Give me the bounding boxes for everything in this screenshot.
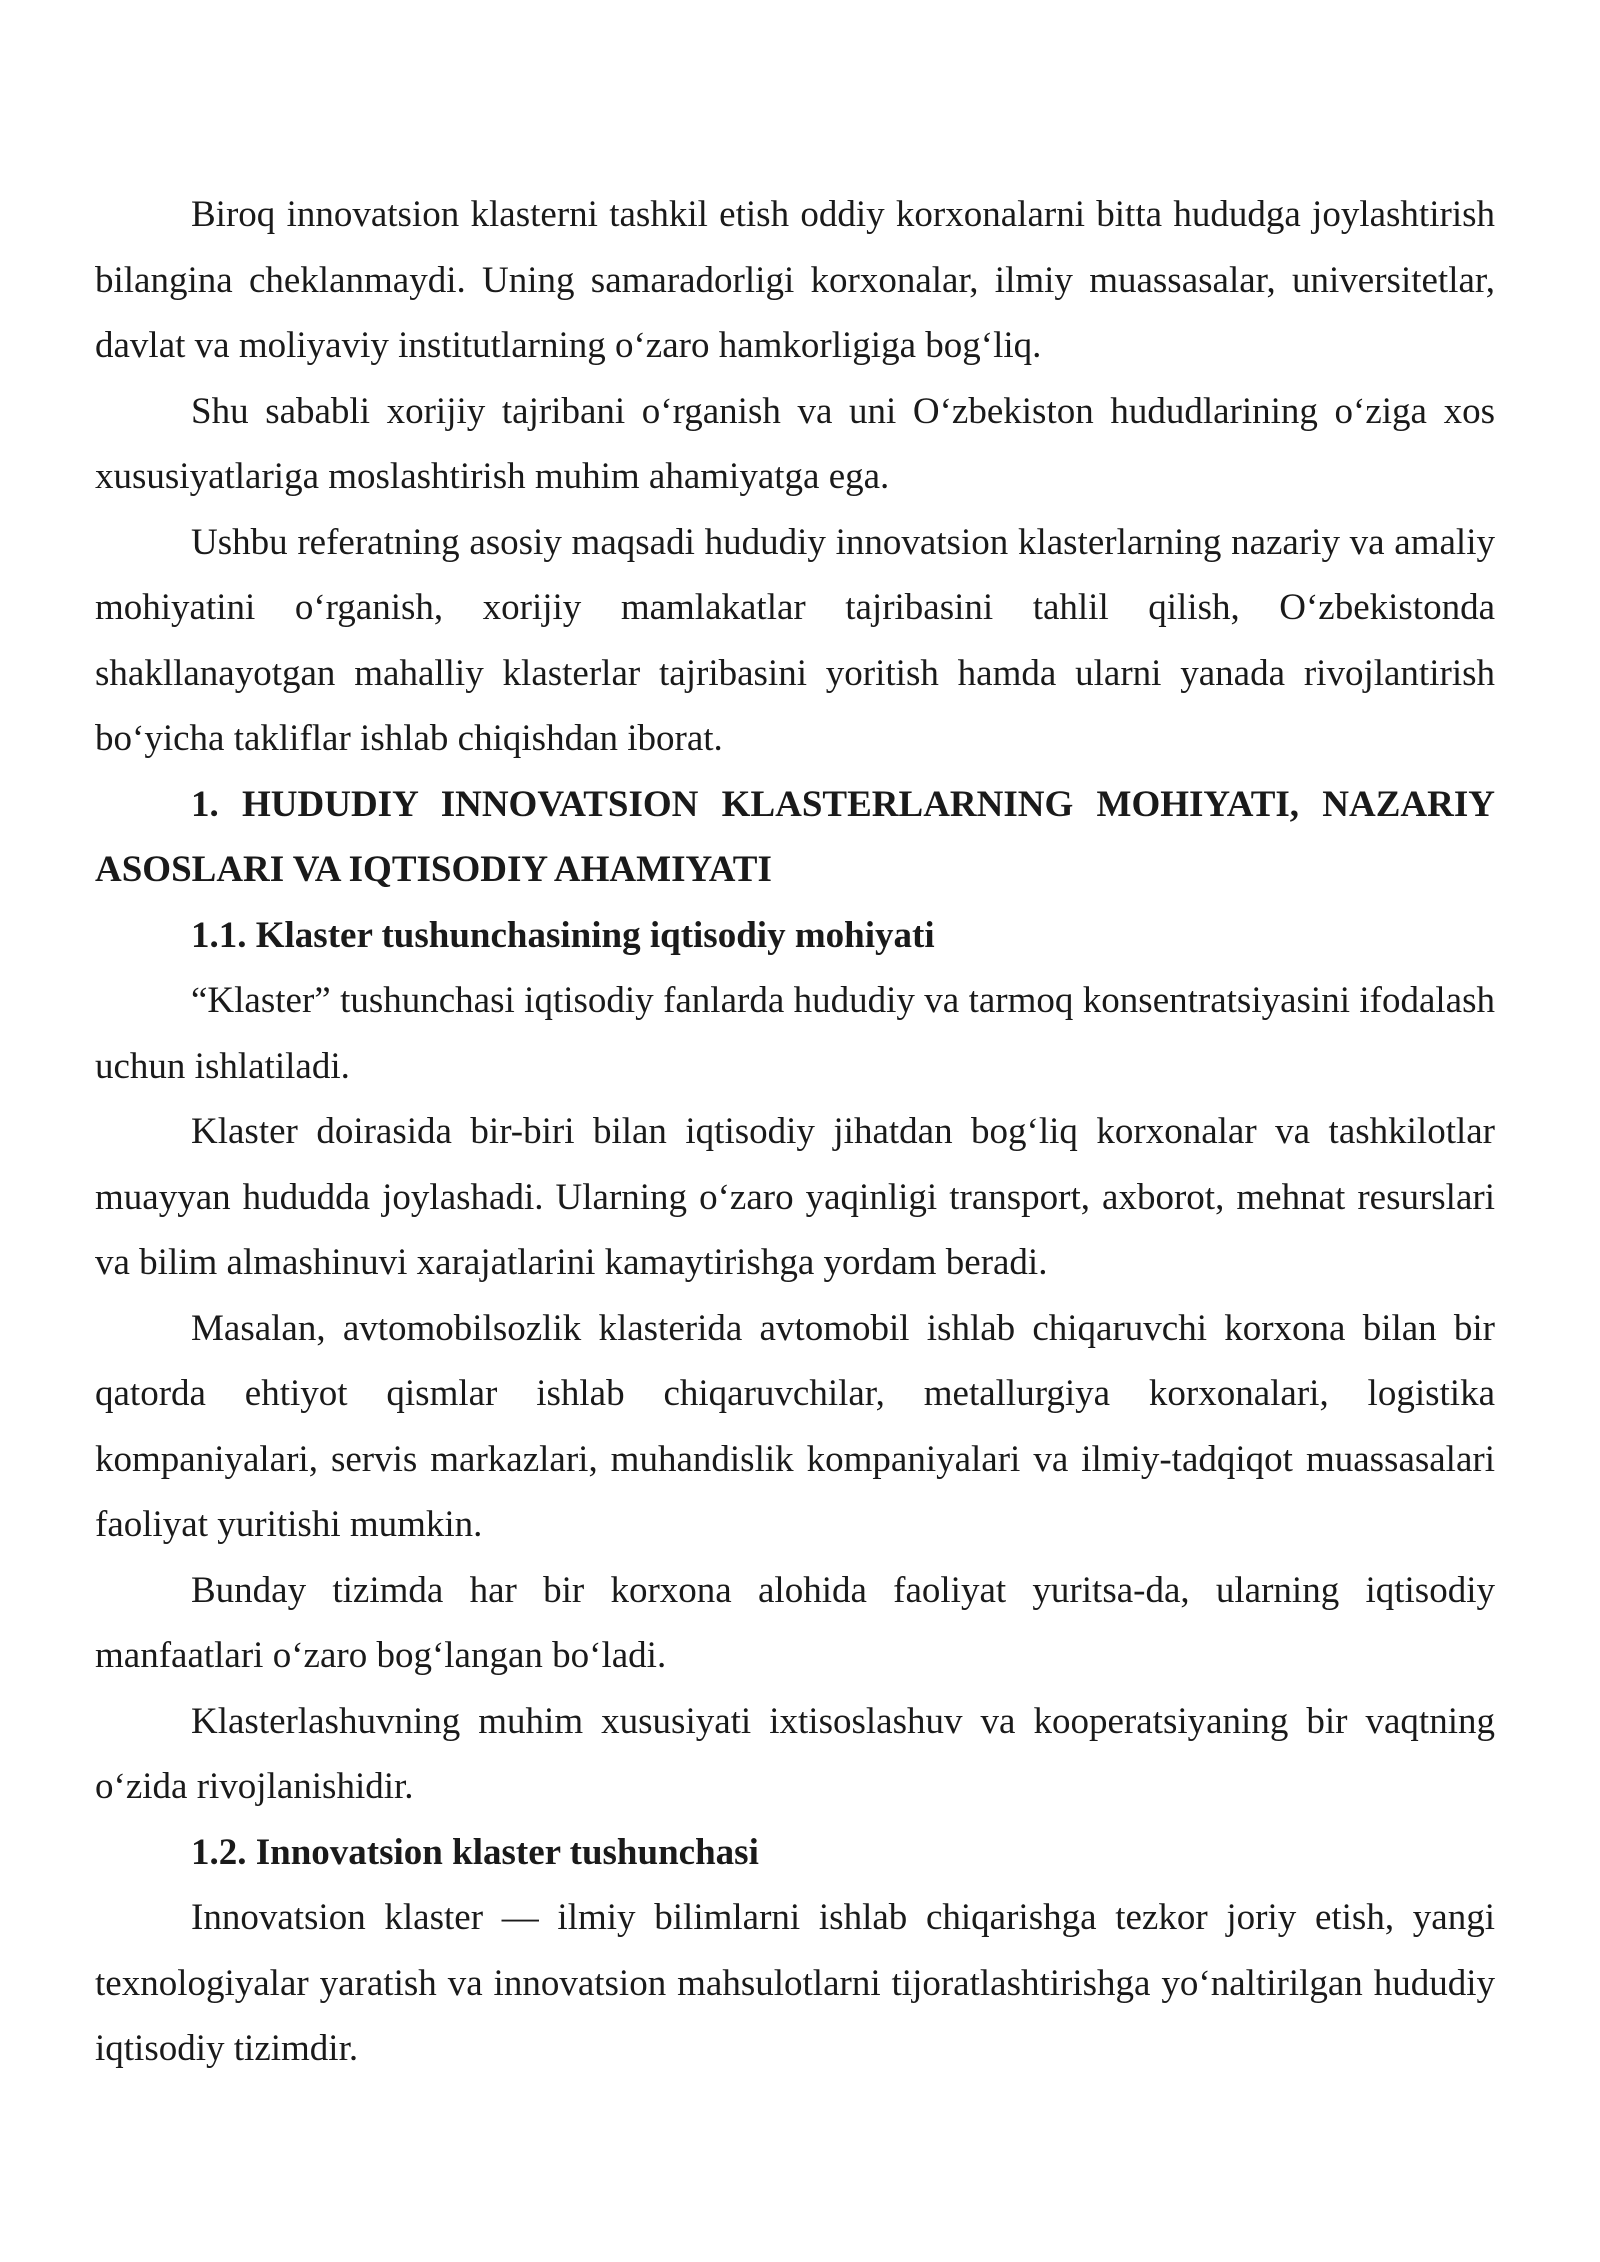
paragraph-1-1-d: Bunday tizimda har bir korxona alohida faoliyat yuritsa-da, ularning iqtisodiy manfaatlari o‘zaro bog‘langan bo‘ladi. (95, 1569, 1495, 1676)
paragraph-1-1-a: “Klaster” tushunchasi iqtisodiy fanlarda hududiy va tarmoq konsentratsiyasini ifodalash uchun ishlatiladi. (95, 980, 1495, 1087)
paragraph-intro-1: Biroq innovatsion klasterni tashkil etish oddiy korxonalarni bitta hududga joylashtirish bilangina cheklanmaydi. Uning samaradorligi korxonalar, ilmiy muassasalar, universitetlar, davlat va moliyaviy institutlarning o‘zaro hamkorligiga bog‘liq. (95, 194, 1495, 366)
subsection-heading-1-2: 1.2. Innovatsion klaster tushunchasi (191, 1831, 759, 1873)
paragraph-intro-3: Ushbu referatning asosiy maqsadi hududiy innovatsion klasterlarning nazariy va amaliy mohiyatini o‘rganish, xorijiy mamlakatlar tajribasini tahlil qilish, O‘zbekistonda shakllanayotgan mahalliy klasterlar tajribasini yoritish hamda ularni yanada rivojlantirish bo‘yicha takliflar ishlab chiqishdan iborat. (95, 521, 1495, 759)
paragraph-1-1-b: Klaster doirasida bir-biri bilan iqtisodiy jihatdan bog‘liq korxonalar va tashkilotlar muayyan hududda joylashadi. Ularning o‘zaro yaqinligi transport, axborot, mehnat resurslari va bilim almashinuvi xarajatlarini kamaytirishga yordam beradi. (95, 1111, 1495, 1283)
paragraph-1-1-c: Masalan, avtomobilsozlik klasterida avtomobil ishlab chiqaruvchi korxona bilan bir qatorda ehtiyot qismlar ishlab chiqaruvchilar, metallurgiya korxonalari, logistika kompaniyalari, servis markazlari, muhandislik kompaniyalari va ilmiy-tadqiqot muassasalari faoliyat yuritishi mumkin. (95, 1307, 1495, 1545)
paragraph-1-2-a: Innovatsion klaster — ilmiy bilimlarni ishlab chiqarishga tezkor joriy etish, yangi texnologiyalar yaratish va innovatsion mahsulotlarni tijoratlashtirishga yo‘naltirilgan hududiy iqtisodiy tizimdir. (95, 1897, 1495, 2069)
subsection-heading-1-1: 1.1. Klaster tushunchasining iqtisodiy mohiyati (191, 914, 935, 956)
section-heading-1: 1. HUDUDIY INNOVATSION KLASTERLARNING MOHIYATI, NAZARIY ASOSLARI VA IQTISODIY AHAMIYATI (95, 783, 1495, 890)
paragraph-intro-2: Shu sababli xorijiy tajribani o‘rganish va uni O‘zbekiston hududlarining o‘ziga xos xususiyatlariga moslashtirish muhim ahamiyatga ega. (95, 390, 1495, 497)
paragraph-1-1-e: Klasterlashuvning muhim xususiyati ixtisoslashuv va kooperatsiyaning bir vaqtning o‘zida rivojlanishidir. (95, 1700, 1495, 1807)
document-page (95, 182, 1495, 2082)
